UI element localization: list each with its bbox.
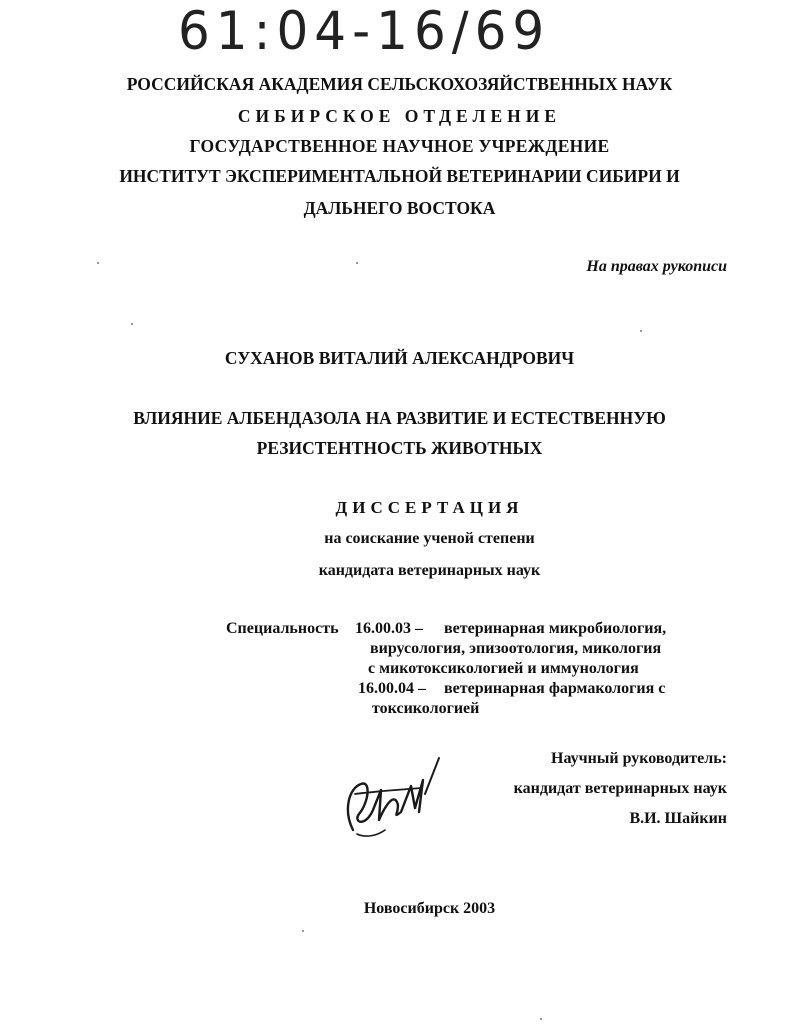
- header-institution-type: ГОСУДАРСТВЕННОЕ НАУЧНОЕ УЧРЕЖДЕНИЕ: [189, 136, 610, 156]
- scan-speck: [356, 262, 358, 264]
- archive-number: 61:04-16/69: [178, 0, 551, 62]
- specialty-name-1-line1: ветеринарная микробиология,: [444, 620, 667, 637]
- scan-speck: [540, 1018, 542, 1020]
- header-academy: РОССИЙСКАЯ АКАДЕМИЯ СЕЛЬСКОХОЗЯЙСТВЕННЫХ НАУК: [126, 74, 673, 94]
- specialty-name-1-line3: с микотоксикологией и иммунология: [368, 660, 639, 677]
- header-branch: СИБИРСКОЕ ОТДЕЛЕНИЕ: [237, 106, 562, 126]
- specialty-name-2-line1: ветеринарная фармакология с: [444, 680, 666, 697]
- manuscript-rights-note: На правах рукописи: [586, 258, 727, 275]
- work-type: ДИССЕРТАЦИЯ: [335, 498, 524, 517]
- dissertation-title-line2: РЕЗИСТЕНТНОСТЬ ЖИВОТНЫХ: [256, 438, 543, 458]
- author-name: СУХАНОВ ВИТАЛИЙ АЛЕКСАНДРОВИЧ: [224, 348, 575, 368]
- scan-speck: [302, 930, 304, 932]
- header-institute-name: ИНСТИТУТ ЭКСПЕРИМЕНТАЛЬНОЙ ВЕТЕРИНАРИИ СИБИРИ И: [119, 166, 680, 186]
- dissertation-title-line1: ВЛИЯНИЕ АЛБЕНДАЗОЛА НА РАЗВИТИЕ И ЕСТЕСТВЕННУЮ: [133, 408, 666, 428]
- supervisor-name: В.И. Шайкин: [629, 810, 727, 827]
- supervisor-degree: кандидат ветеринарных наук: [513, 780, 727, 797]
- scan-speck: [131, 323, 133, 325]
- supervisor-label: Научный руководитель:: [551, 750, 727, 767]
- scan-speck: [640, 330, 642, 332]
- degree-line2: кандидата ветеринарных наук: [318, 562, 541, 579]
- specialty-name-1-line2: вирусология, эпизоотология, микология: [370, 640, 662, 657]
- header-institute-name-cont: ДАЛЬНЕГО ВОСТОКА: [303, 198, 496, 218]
- specialty-code-2: 16.00.04 –: [358, 680, 426, 697]
- specialty-name-2-line2: токсикологией: [372, 700, 480, 717]
- specialty-code-1: 16.00.03 –: [355, 620, 423, 637]
- specialty-label: Специальность: [226, 620, 339, 637]
- city-year: Новосибирск 2003: [363, 900, 496, 917]
- scan-speck: [97, 262, 99, 264]
- degree-line1: на соискание ученой степени: [324, 530, 535, 547]
- author-signature: [335, 750, 460, 850]
